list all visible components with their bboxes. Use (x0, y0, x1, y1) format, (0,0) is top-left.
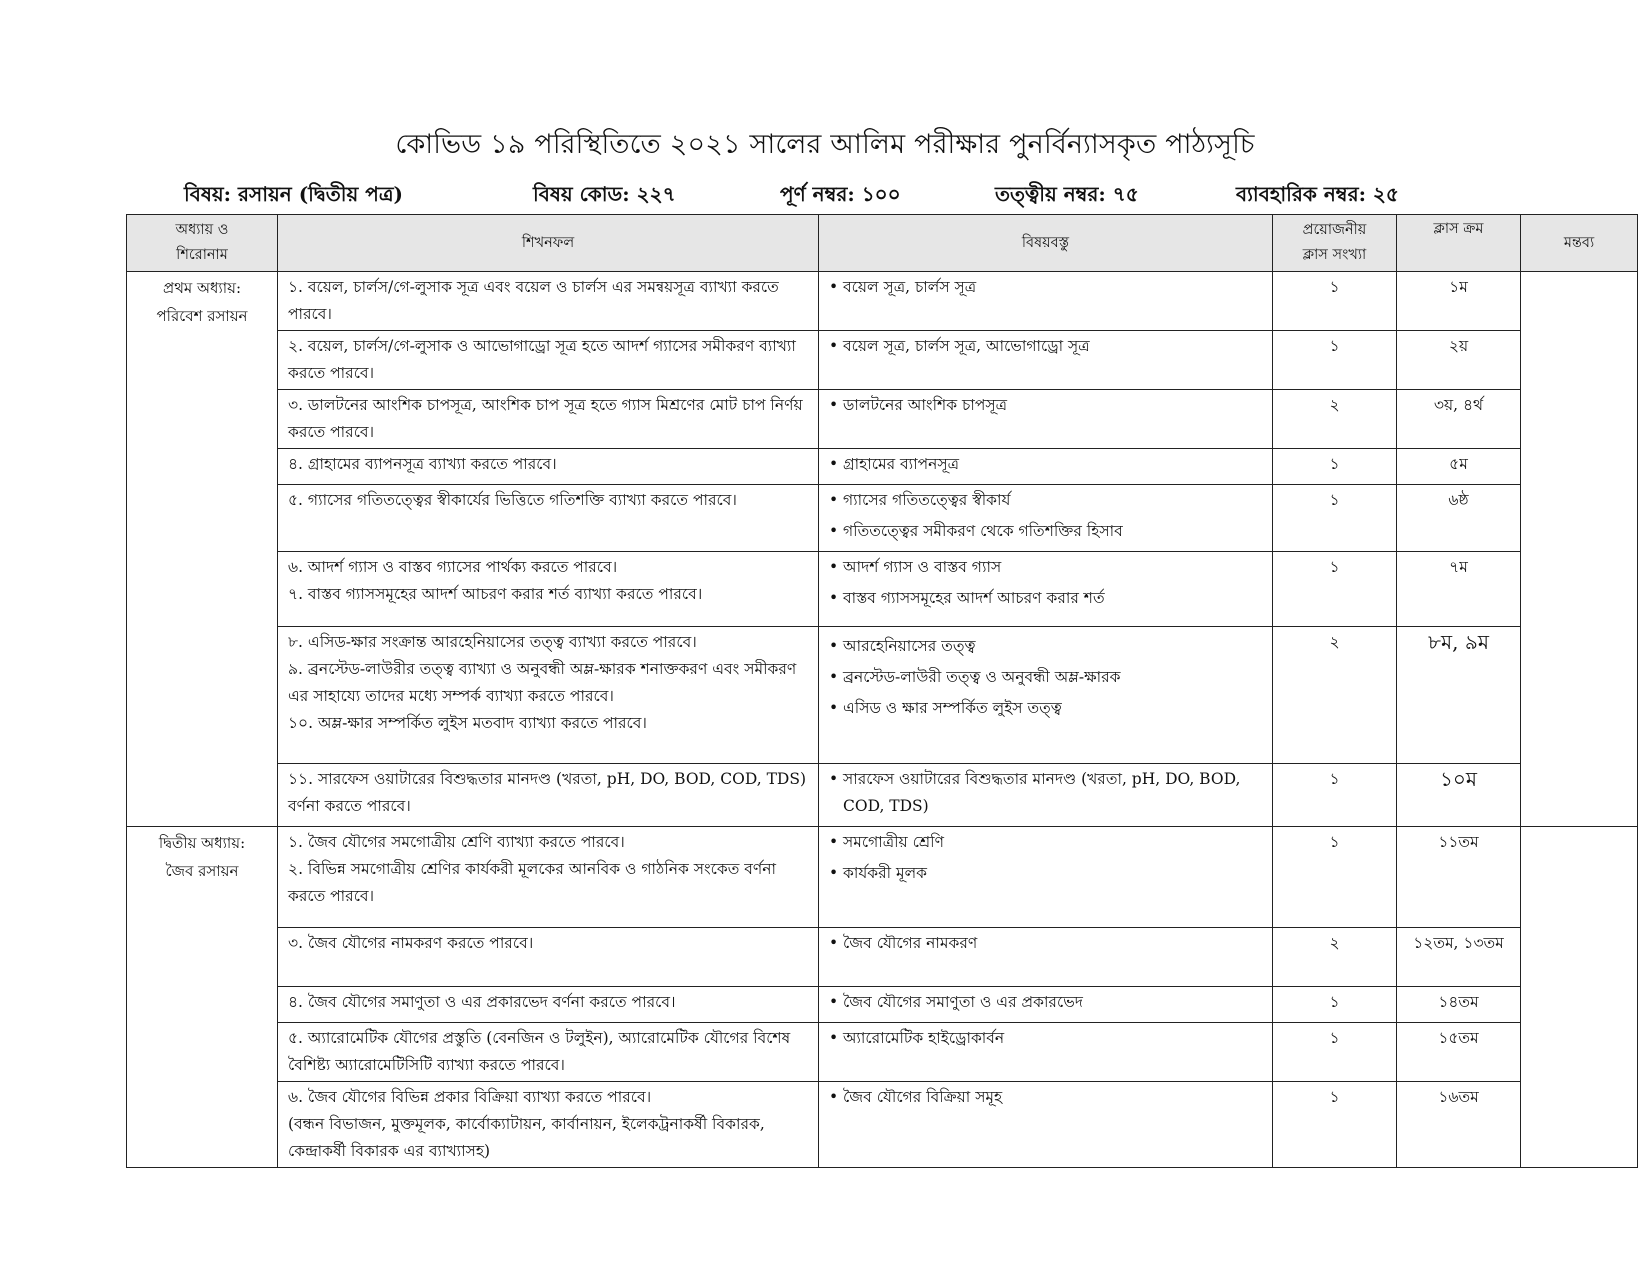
table-row (127, 987, 1638, 1023)
learning-outcome-cell: ২. বয়েল, চার্লস/গে-লুসাক ও আভোগাড্রো সূত্র হতে আদর্শ গ্যাসের সমীকরণ ব্যাখ্যা করতে পারবে। (278, 331, 819, 390)
content-cell: • বয়েল সূত্র, চার্লস সূত্র, আভোগাড্রো সূত্র (819, 331, 1273, 390)
learning-outcome-cell: ১. জৈব যৌগের সমগোত্রীয় শ্রেণি ব্যাখ্যা করতে পারবে। ২. বিভিন্ন সমগোত্রীয় শ্রেণির কার্যকরী মূলকের আনবিক ও গাঠনিক সংকেত বর্ণনা করতে পারবে। (278, 827, 819, 928)
class-order-cell: ১১তম (1397, 827, 1521, 928)
class-count-cell: ১ (1273, 1023, 1397, 1082)
learning-outcome-cell: ৬. জৈব যৌগের বিভিন্ন প্রকার বিক্রিয়া ব্যাখ্যা করতে পারবে। (বন্ধন বিভাজন, মুক্তমূলক, কার্বোক্যাটায়ন, কার্বানায়ন, ইলেকট্রনাকর্ষী বিকারক, কেন্দ্রাকর্ষী বিকারক এর ব্যাখ্যাসহ) (278, 1082, 819, 1168)
class-count-cell: ১ (1273, 987, 1397, 1023)
subject-name: বিষয়: রসায়ন (দ্বিতীয় পত্র) (184, 182, 403, 206)
table-row (127, 827, 1638, 928)
full-marks: পূর্ণ নম্বর: ১০০ (780, 182, 901, 206)
header-content: বিষয়বস্তু (819, 215, 1273, 272)
header-order: ক্লাস ক্রম (1397, 215, 1521, 272)
table-row (127, 1023, 1638, 1082)
class-order-cell: ১২তম, ১৩তম (1397, 928, 1521, 987)
learning-outcome-cell: ৪. গ্রাহামের ব্যাপনসূত্র ব্যাখ্যা করতে পারবে। (278, 449, 819, 485)
learning-outcome-cell: ১. বয়েল, চার্লস/গে-লুসাক সূত্র এবং বয়েল ও চার্লস এর সমন্বয়সূত্র ব্যাখ্যা করতে পারবে। (278, 272, 819, 331)
class-order-cell: ১৪তম (1397, 987, 1521, 1023)
class-order-cell: ১৫তম (1397, 1023, 1521, 1082)
table-row (127, 272, 1638, 331)
class-count-cell: ২ (1273, 928, 1397, 987)
class-count-cell: ১ (1273, 827, 1397, 928)
content-cell: • সমগোত্রীয় শ্রেণি • কার্যকরী মূলক (819, 827, 1273, 928)
theory-marks: তত্ত্বীয় নম্বর: ৭৫ (995, 182, 1139, 206)
content-cell: • সারফেস ওয়াটারের বিশুদ্ধতার মানদণ্ড (খরতা, pH, DO, BOD, COD, TDS) (819, 764, 1273, 827)
table-row (127, 627, 1638, 764)
class-count-cell: ১ (1273, 485, 1397, 552)
class-order-cell: ৩য়, ৪র্থ (1397, 390, 1521, 449)
table-header-row (127, 215, 1638, 272)
table-row (127, 1082, 1638, 1168)
chapter-title-cell: প্রথম অধ্যায়: পরিবেশ রসায়ন (127, 272, 278, 827)
content-cell: • অ্যারোমেটিক হাইড্রোকার্বন (819, 1023, 1273, 1082)
table-row (127, 552, 1638, 627)
learning-outcome-cell: ৫. অ্যারোমেটিক যৌগের প্রস্তুতি (বেনজিন ও টলুইন), অ্যারোমেটিক যৌগের বিশেষ বৈশিষ্ট্য অ্যারোমেটিসিটি ব্যাখ্যা করতে পারবে। (278, 1023, 819, 1082)
learning-outcome-cell: ১১. সারফেস ওয়াটারের বিশুদ্ধতার মানদণ্ড (খরতা, pH, DO, BOD, COD, TDS) বর্ণনা করতে পারবে। (278, 764, 819, 827)
content-cell: • আদর্শ গ্যাস ও বাস্তব গ্যাস • বাস্তব গ্যাসসমূহের আদর্শ আচরণ করার শর্ত (819, 552, 1273, 627)
class-count-cell: ২ (1273, 390, 1397, 449)
learning-outcome-cell: ৮. এসিড-ক্ষার সংক্রান্ত আরহেনিয়াসের তত্ত্ব ব্যাখ্যা করতে পারবে। ৯. ব্রনস্টেড-লাউরীর তত্ত্ব ব্যাখ্যা ও অনুবন্ধী অম্ল-ক্ষারক শনাক্তকরণ এবং সমীকরণ এর সাহায্যে তাদের মধ্যে সম্পর্ক ব্যাখ্যা করতে পারবে। ১০. অম্ল-ক্ষার সম্পর্কিত লুইস মতবাদ ব্যাখ্যা করতে পারবে। (278, 627, 819, 764)
practical-marks: ব্যাবহারিক নম্বর: ২৫ (1236, 182, 1399, 206)
table-row (127, 331, 1638, 390)
class-order-cell: ১০ম (1397, 764, 1521, 827)
content-cell: • ডালটনের আংশিক চাপসূত্র (819, 390, 1273, 449)
learning-outcome-cell: ৫. গ্যাসের গতিতত্ত্বের স্বীকার্যের ভিত্তিতে গতিশক্তি ব্যাখ্যা করতে পারবে। (278, 485, 819, 552)
page-title: কোভিড ১৯ পরিস্থিতিতে ২০২১ সালের আলিম পরীক্ষার পুনর্বিন্যাসকৃত পাঠ্যসূচি (395, 129, 1255, 160)
table-row (127, 485, 1638, 552)
header-remarks: মন্তব্য (1521, 215, 1638, 272)
table-row (127, 928, 1638, 987)
content-cell: • গ্যাসের গতিতত্ত্বের স্বীকার্য • গতিতত্ত্বের সমীকরণ থেকে গতিশক্তির হিসাব (819, 485, 1273, 552)
table-row (127, 449, 1638, 485)
class-order-cell: ৬ষ্ঠ (1397, 485, 1521, 552)
content-cell: • জৈব যৌগের বিক্রিয়া সমূহ (819, 1082, 1273, 1168)
header-chapter: অধ্যায় ও শিরোনাম (127, 215, 278, 272)
syllabus-table (126, 214, 1638, 1168)
class-order-cell: ৫ম (1397, 449, 1521, 485)
class-count-cell: ১ (1273, 764, 1397, 827)
class-order-cell: ৮ম, ৯ম (1397, 627, 1521, 764)
table-row (127, 764, 1638, 827)
subject-info-bar (0, 180, 1650, 210)
header-classes: প্রয়োজনীয় ক্লাস সংখ্যা (1273, 215, 1397, 272)
content-cell: • জৈব যৌগের নামকরণ (819, 928, 1273, 987)
class-count-cell: ১ (1273, 1082, 1397, 1168)
table-row (127, 390, 1638, 449)
class-count-cell: ১ (1273, 272, 1397, 331)
class-order-cell: ৭ম (1397, 552, 1521, 627)
class-order-cell: ১৬তম (1397, 1082, 1521, 1168)
learning-outcome-cell: ৪. জৈব যৌগের সমাণুতা ও এর প্রকারভেদ বর্ণনা করতে পারবে। (278, 987, 819, 1023)
class-order-cell: ১ম (1397, 272, 1521, 331)
learning-outcome-cell: ৩. ডালটনের আংশিক চাপসূত্র, আংশিক চাপ সূত্র হতে গ্যাস মিশ্রণের মোট চাপ নির্ণয় করতে পারবে। (278, 390, 819, 449)
class-count-cell: ২ (1273, 627, 1397, 764)
class-order-cell: ২য় (1397, 331, 1521, 390)
class-count-cell: ১ (1273, 331, 1397, 390)
learning-outcome-cell: ৬. আদর্শ গ্যাস ও বাস্তব গ্যাসের পার্থক্য করতে পারবে। ৭. বাস্তব গ্যাসসমূহের আদর্শ আচরণ করার শর্ত ব্যাখ্যা করতে পারবে। (278, 552, 819, 627)
learning-outcome-cell: ৩. জৈব যৌগের নামকরণ করতে পারবে। (278, 928, 819, 987)
class-count-cell: ১ (1273, 449, 1397, 485)
content-cell: • বয়েল সূত্র, চার্লস সূত্র (819, 272, 1273, 331)
class-count-cell: ১ (1273, 552, 1397, 627)
remarks-cell (1521, 827, 1638, 1168)
subject-code: বিষয় কোড: ২২৭ (533, 182, 676, 206)
content-cell: • আরহেনিয়াসের তত্ত্ব • ব্রনস্টেড-লাউরী তত্ত্ব ও অনুবন্ধী অম্ল-ক্ষারক • এসিড ও ক্ষার সম্পর্কিত লুইস তত্ত্ব (819, 627, 1273, 764)
remarks-cell (1521, 272, 1638, 827)
content-cell: • গ্রাহামের ব্যাপনসূত্র (819, 449, 1273, 485)
content-cell: • জৈব যৌগের সমাণুতা ও এর প্রকারভেদ (819, 987, 1273, 1023)
header-outcomes: শিখনফল (278, 215, 819, 272)
chapter-title-cell: দ্বিতীয় অধ্যায়: জৈব রসায়ন (127, 827, 278, 1168)
